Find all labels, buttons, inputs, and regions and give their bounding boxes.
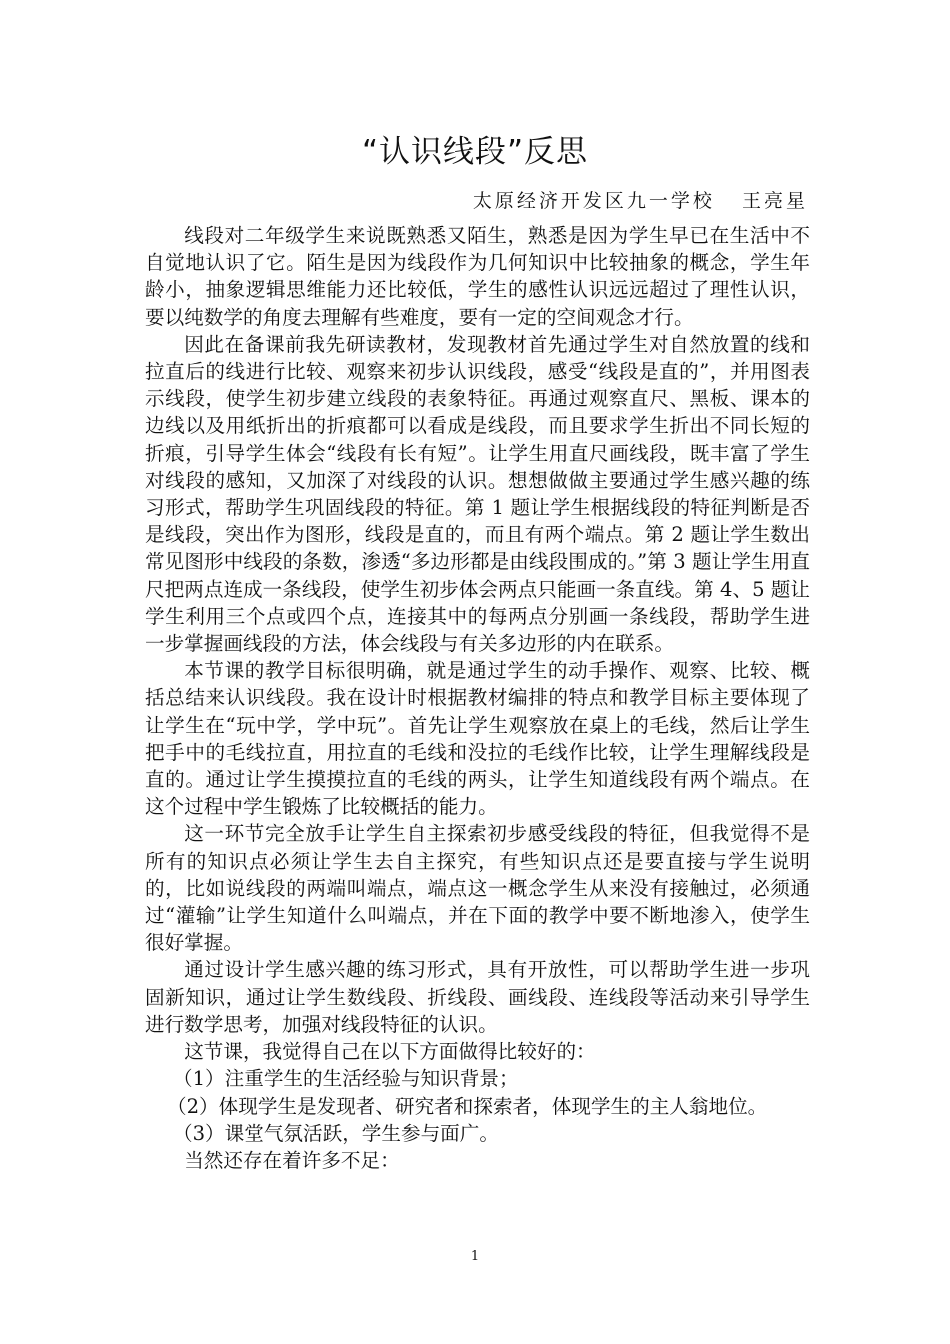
paragraph: 线段对二年级学生来说既熟悉又陌生，熟悉是因为学生早已在生活中不自觉地认识了它。陌生是因为线段作为几何知识中比较抽象的概念，学生年龄小，抽象逻辑思维能力还比较低，学生的感性认识远远超过了理性认识，要以纯数学的角度去理解有些难度，要有一定的空间观念才行。 (145, 224, 810, 329)
paragraph: 本节课的教学目标很明确，就是通过学生的动手操作、观察、比较、概括总结来认识线段。我在设计时根据教材编排的特点和教学目标主要体现了让学生在“玩中学，学中玩”。首先让学生观察放在桌上的毛线，然后让学生把手中的毛线拉直，用拉直的毛线和没拉的毛线作比较，让学生理解线段是直的。通过让学生摸摸拉直的毛线的两头，让学生知道线段有两个端点。在这个过程中学生锻炼了比较概括的能力。 (145, 659, 810, 819)
paragraph: 通过设计学生感兴趣的练习形式，具有开放性，可以帮助学生进一步巩固新知识，通过让学生数线段、折线段、画线段、连线段等活动来引导学生进行数学思考，加强对线段特征的认识。 (145, 958, 810, 1036)
list-item: （1）注重学生的生活经验与知识背景； (173, 1067, 519, 1091)
document-body (145, 222, 810, 1174)
paragraph: 这一环节完全放手让学生自主探索初步感受线段的特征，但我觉得不是所有的知识点必须让学生去自主探究，有些知识点还是要直接与学生说明的，比如说线段的两端叫端点，端点这一概念学生从来没有接触过，必须通过“灌输”让学生知道什么叫端点，并在下面的教学中要不断地渗入，使学生很好掌握。 (145, 822, 810, 955)
document-title: “认识线段”反思 (361, 134, 589, 170)
page-number: 1 (470, 1249, 480, 1264)
author-byline: 太原经济开发区九一学校 王亮星 (472, 190, 808, 212)
closing-line: 当然还存在着许多不足： (184, 1148, 400, 1172)
list-item: （3）课堂气氛活跃，学生参与面广。 (173, 1121, 499, 1145)
paragraph: 因此在备课前我先研读教材，发现教材首先通过学生对自然放置的线和拉直后的线进行比较、观察来初步认识线段，感受“线段是直的”，并用图表示线段，使学生初步建立线段的表象特征。再通过观察直尺、黑板、课本的边线以及用纸折出的折痕都可以看成是线段，而且要求学生折出不同长短的折痕，引导学生体会“线段有长有短”。让学生用直尺画线段，既丰富了学生对线段的感知，又加深了对线段的认识。想想做做主要通过学生感兴趣的练习形式，帮助学生巩固线段的特征。第 1 题让学生根据线段的特征判断是否是线段，突出作为图形，线段是直的，而且有两个端点。第 2 题让学生数出常见图形中线段的条数，渗透“多边形都是由线段围成的。”第 3 题让学生用直尺把两点连成一条线段，使学生初步体会两点只能画一条直线。第 4、5 题让学生利用三个点或四个点，连接其中的每两点分别画一条线段，帮助学生进一步掌握画线段的方法，体会线段与有关多边形的内在联系。 (145, 332, 810, 656)
paragraph: 这节课，我觉得自己在以下方面做得比较好的： (184, 1040, 596, 1064)
list-item: （2）体现学生是发现者、研究者和探索者，体现学生的主人翁地位。 (167, 1094, 768, 1118)
